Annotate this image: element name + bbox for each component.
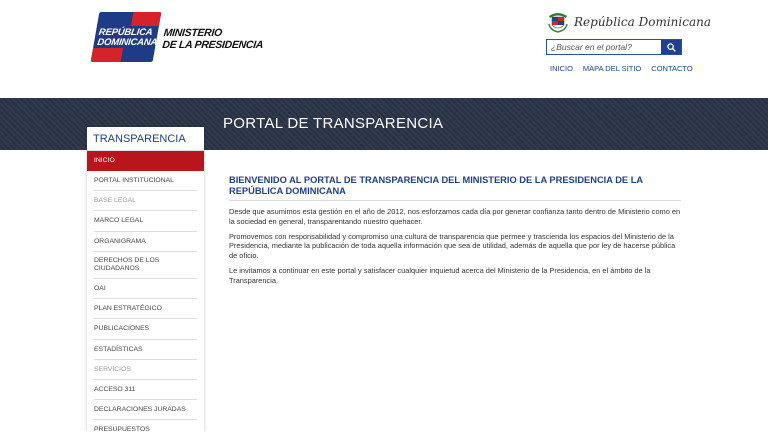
link-mapa-del-sitio[interactable]: MAPA DEL SITIO [582, 64, 642, 73]
commitment-paragraph: Promovemos con responsabilidad y compromiso una cultura de transparencia que permee y trascienda los espacios del Ministerio de la Presidencia, mediante la publicación de toda aquella información que sea de utilidad, además de aquella que por ley de hacerse pública de oficio. [229, 231, 676, 261]
site-header [0, 0, 768, 98]
sidebar-item-derechos-ciudadanos[interactable] [87, 252, 204, 279]
link-contacto[interactable]: CONTACTO [651, 64, 693, 73]
search-button[interactable] [661, 40, 681, 54]
sidebar-item-label: BASE LEGAL [94, 196, 136, 204]
logo-min-line: MINISTERIO [163, 27, 223, 39]
sidebar-item-label: PORTAL INSTITUCIONAL [94, 176, 174, 184]
intro-paragraph: Desde que asumimos esta gestión en el año de 2012, nos esforzamos cada día por generar confianza tanto dentro de Ministerio como en la sociedad en general, transparentando nuestro quehacer. [229, 207, 681, 226]
sidebar-item-label: SERVICIOS [94, 365, 131, 373]
sidebar-item-label: PLAN ESTRATÉGICO [94, 304, 162, 312]
sidebar-item-organigrama[interactable] [87, 232, 204, 252]
invitation-paragraph: Le invitamos a continuar en este portal y satisfacer cualquier inquietud acerca del Ministerio de la Presidencia, en el ámbito de la Transparencia. [229, 265, 651, 285]
sidebar-item-publicaciones[interactable] [87, 319, 204, 340]
search-box [546, 39, 682, 55]
sidebar-item-marco-legal[interactable] [87, 211, 204, 232]
sidebar-item-base-legal[interactable] [87, 191, 204, 211]
sidebar-item-inicio[interactable] [87, 151, 204, 171]
sidebar-item-label: PUBLICACIONES [94, 325, 150, 332]
sidebar-item-label: MARCO LEGAL [94, 217, 144, 224]
coat-of-arms-icon [546, 10, 570, 34]
republica-dominicana-script: República Dominicana [574, 15, 711, 29]
sidebar-item-label: ORGANIGRAMA [94, 237, 146, 245]
sidebar [87, 127, 204, 432]
ministerio-logo-text[interactable] [162, 27, 265, 51]
sidebar-item-label: PRESUPUESTOS [94, 425, 150, 432]
sidebar-item-acceso-311[interactable] [87, 380, 204, 400]
logo-min-line: DE LA PRESIDENCIA [161, 39, 264, 51]
sidebar-item-plan-estrategico[interactable] [87, 299, 204, 319]
sidebar-item-declaraciones-juradas[interactable] [87, 400, 204, 420]
sidebar-item-label: OAI [94, 284, 106, 292]
search-icon [667, 43, 676, 52]
sidebar-item-label: INICIO [94, 157, 115, 164]
republica-dominicana-logo[interactable] [95, 12, 157, 62]
sidebar-item-label: DECLARACIONES JURADAS [94, 405, 186, 413]
sidebar-title: TRANSPARENCIA [87, 127, 204, 151]
top-links [550, 64, 693, 73]
sidebar-item-portal-institucional[interactable] [87, 171, 204, 191]
logo-rd-text [97, 28, 160, 48]
welcome-heading: BIENVENIDO AL PORTAL DE TRANSPARENCIA DEL MINISTERIO DE LA PRESIDENCIA DE LA REPÚBLICA DOMINICANA [229, 175, 681, 201]
logo-rd-line: REPÚBLICA [98, 27, 154, 38]
link-inicio[interactable]: INICIO [550, 64, 573, 73]
sidebar-item-estadisticas[interactable] [87, 340, 204, 360]
sidebar-menu [87, 151, 204, 432]
sidebar-item-oai[interactable] [87, 279, 204, 299]
sidebar-item-label: ACCESO 311 [94, 385, 136, 393]
sidebar-item-label: ESTADÍSTICAS [94, 345, 143, 353]
sidebar-item-label: DERECHOS DE LOS CIUDADANOS [94, 257, 160, 272]
search-input[interactable] [547, 40, 661, 54]
page-title: PORTAL DE TRANSPARENCIA [223, 115, 444, 132]
sidebar-item-presupuestos[interactable] [87, 420, 204, 432]
main-content [229, 175, 681, 291]
logo-rd-line: DOMINICANA [96, 37, 158, 48]
sidebar-item-servicios[interactable] [87, 360, 204, 380]
